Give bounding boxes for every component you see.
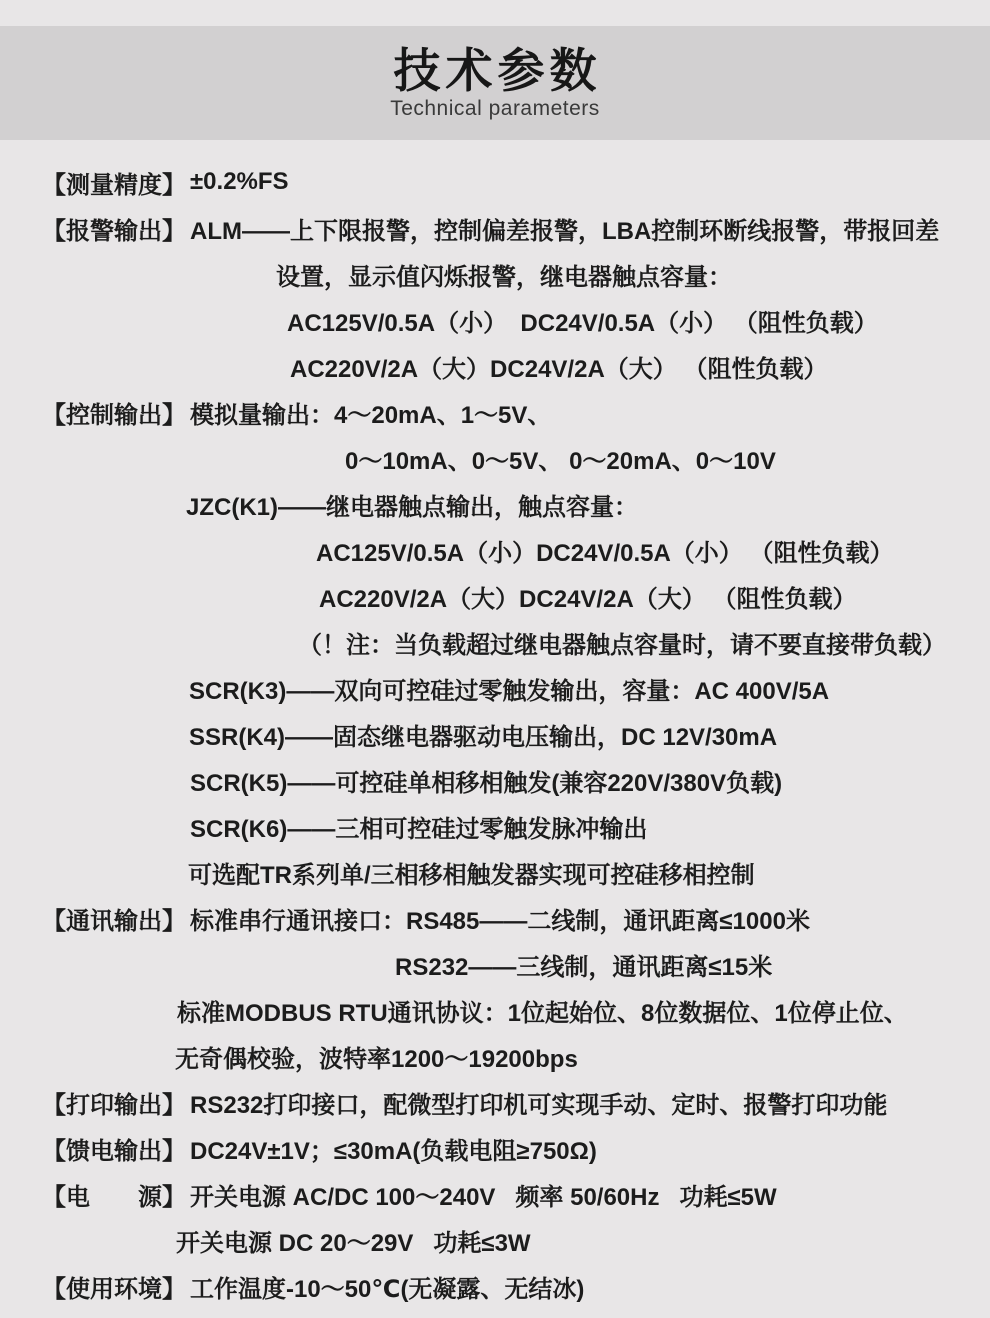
spec-row-power-supply-dc — [0, 1217, 990, 1263]
spec-list — [0, 140, 990, 1309]
spec-text: ±0.2%FS — [190, 168, 289, 195]
spec-text: 开关电源 AC/DC 100～240V 频率 50/60Hz 功耗≤5W — [190, 1183, 777, 1211]
header-band — [0, 26, 990, 140]
spec-row-analog-ranges — [0, 435, 990, 481]
spec-text: RS232——三线制，通讯距离≤15米 — [395, 953, 773, 981]
spec-text: SSR(K4)——固态继电器驱动电压输出，DC 12V/30mA — [189, 723, 778, 751]
spec-text: SCR(K5)——可控硅单相移相触发(兼容220V/380V负载) — [190, 769, 783, 797]
spec-text: AC220V/2A（大）DC24V/2A（大） （阻性负载） — [319, 585, 857, 613]
spec-row-alarm-output — [0, 205, 990, 251]
spec-label: 【控制输出】 — [42, 401, 186, 429]
spec-row-power-supply — [0, 1171, 990, 1217]
spec-text: 可选配TR系列单/三相移相触发器实现可控硅移相控制 — [188, 861, 755, 889]
spec-row-alarm-cont — [0, 251, 990, 297]
spec-text: 设置，显示值闪烁报警，继电器触点容量： — [276, 263, 732, 291]
spec-row-rs232-comm — [0, 941, 990, 987]
spec-row-measure-accuracy — [0, 159, 990, 205]
spec-text: SCR(K6)——三相可控硅过零触发脉冲输出 — [190, 815, 648, 843]
spec-label: 【报警输出】 — [42, 217, 186, 245]
spec-text: 标准MODBUS RTU通讯协议：1位起始位、8位数据位、1位停止位、 — [177, 999, 908, 1027]
spec-label: 【馈电输出】 — [42, 1137, 186, 1165]
spec-row-comm-output — [0, 895, 990, 941]
spec-label: 【测量精度】 — [42, 171, 186, 199]
spec-text: 标准串行通讯接口：RS485——二线制，通讯距离≤1000米 — [190, 907, 810, 935]
spec-row-scr-k6 — [0, 803, 990, 849]
spec-row-scr-k5 — [0, 757, 990, 803]
spec-row-control-output — [0, 389, 990, 435]
page-subtitle: Technical parameters — [390, 97, 600, 121]
spec-row-print-output — [0, 1079, 990, 1125]
spec-text: ALM——上下限报警，控制偏差报警，LBA控制环断线报警，带报回差 — [190, 217, 940, 245]
spec-row-baudrate — [0, 1033, 990, 1079]
spec-row-feed-output — [0, 1125, 990, 1171]
spec-text: AC125V/0.5A（小） DC24V/0.5A（小） （阻性负载） — [287, 309, 878, 337]
spec-text: AC220V/2A（大）DC24V/2A（大） （阻性负载） — [290, 355, 828, 383]
spec-row-tr-option — [0, 849, 990, 895]
spec-text: SCR(K3)——双向可控硅过零触发输出，容量：AC 400V/5A — [189, 677, 830, 705]
spec-text: 0～10mA、0～5V、 0～20mA、0～10V — [345, 447, 776, 475]
spec-label: 【使用环境】 — [42, 1275, 186, 1303]
spec-text: RS232打印接口，配微型打印机可实现手动、定时、报警打印功能 — [190, 1091, 888, 1119]
spec-row-modbus — [0, 987, 990, 1033]
page-title: 技术参数 — [393, 43, 602, 97]
spec-label: 【打印输出】 — [42, 1091, 186, 1119]
spec-row-relay-capacity-small — [0, 527, 990, 573]
spec-text: （！注：当负载超过继电器触点容量时，请不要直接带负载） — [298, 631, 946, 659]
spec-text: 模拟量输出：4～20mA、1～5V、 — [190, 401, 552, 429]
spec-row-relay-note — [0, 619, 990, 665]
spec-row-environment — [0, 1263, 990, 1309]
spec-row-scr-k3 — [0, 665, 990, 711]
spec-row-alarm-capacity-small — [0, 297, 990, 343]
spec-row-jzc-k1 — [0, 481, 990, 527]
spec-text: 工作温度-10～50℃(无凝露、无结冰) — [190, 1275, 585, 1303]
spec-row-relay-capacity-large — [0, 573, 990, 619]
spec-text: 开关电源 DC 20～29V 功耗≤3W — [176, 1229, 531, 1257]
spec-text: 无奇偶校验，波特率1200～19200bps — [175, 1045, 578, 1073]
top-margin-strip — [0, 0, 990, 26]
spec-row-ssr-k4 — [0, 711, 990, 757]
spec-text: DC24V±1V；≤30mA(负载电阻≥750Ω) — [190, 1137, 597, 1165]
spec-text: JZC(K1)——继电器触点输出，触点容量： — [186, 493, 639, 521]
spec-label: 【通讯输出】 — [42, 907, 186, 935]
spec-text: AC125V/0.5A（小）DC24V/0.5A（小） （阻性负载） — [316, 539, 894, 567]
spec-label: 【电 源】 — [42, 1183, 186, 1211]
spec-row-alarm-capacity-large — [0, 343, 990, 389]
